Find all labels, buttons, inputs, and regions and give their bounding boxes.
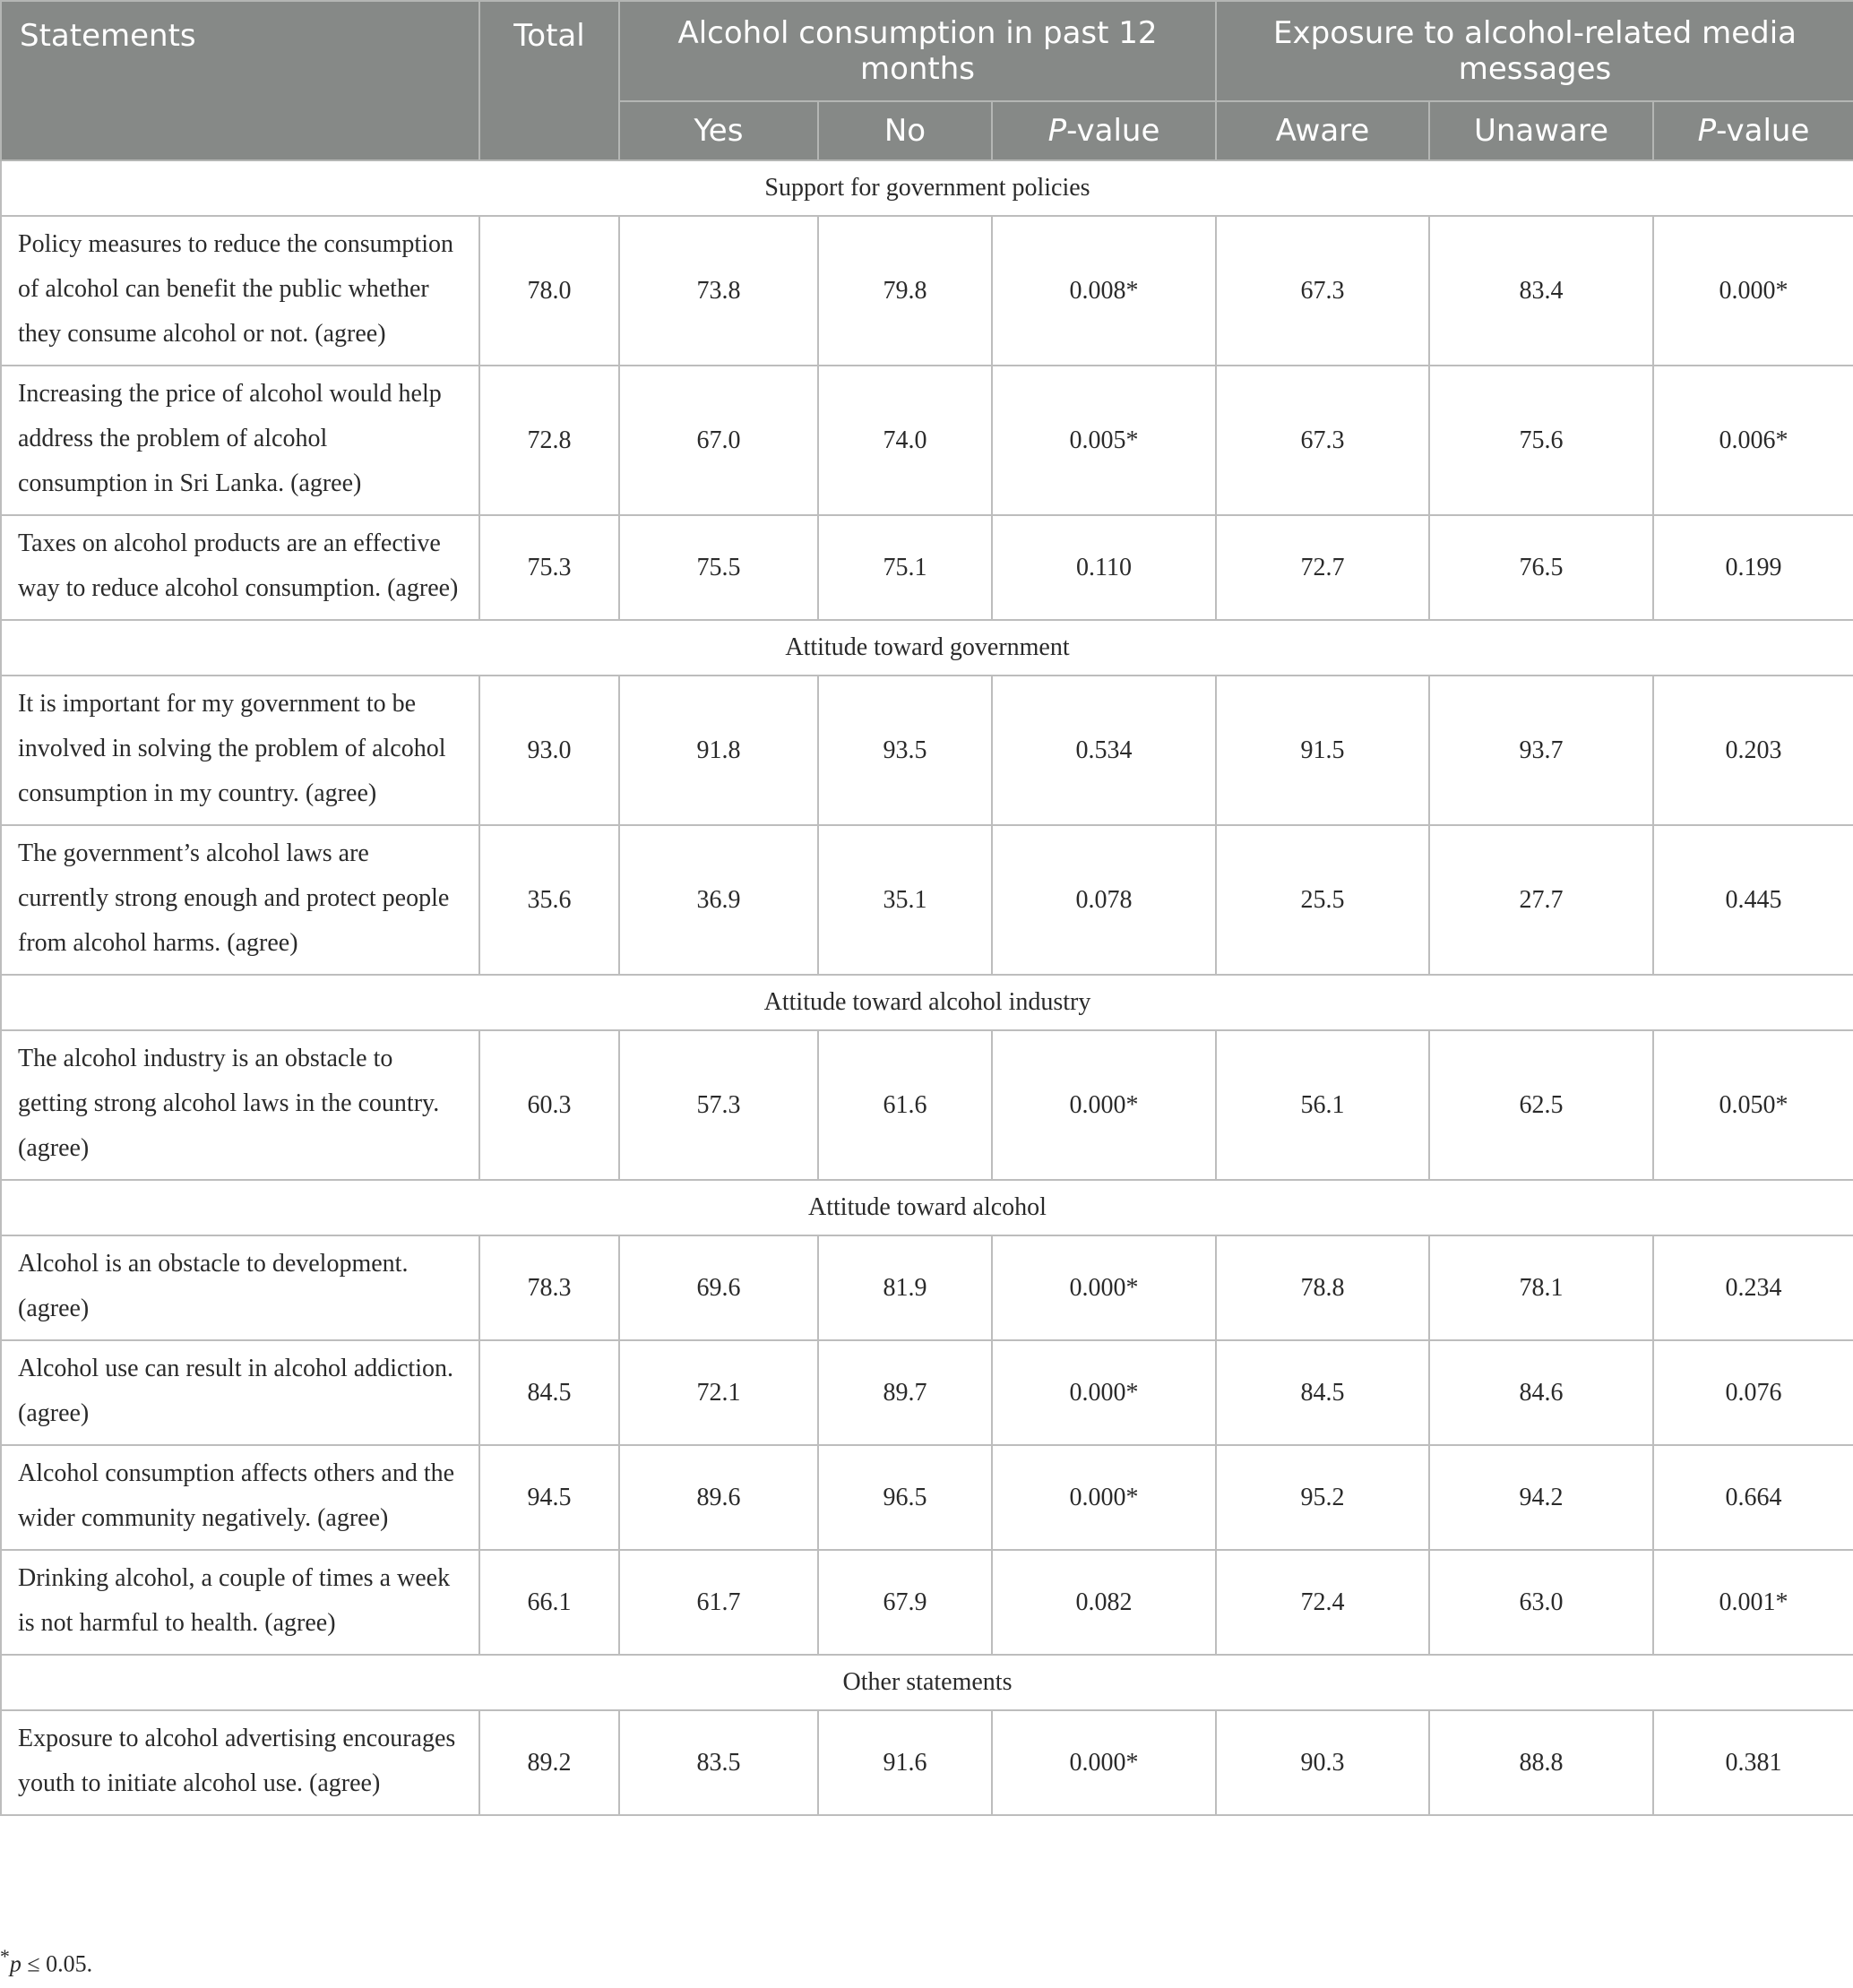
cell-p-value-media: 0.445	[1653, 825, 1853, 975]
table-row	[1, 825, 1853, 975]
cell-p-value-media: 0.001*	[1653, 1550, 1853, 1655]
cell-no: 91.6	[818, 1710, 992, 1815]
cell-p-value-media: 0.006*	[1653, 366, 1853, 515]
section-row	[1, 160, 1853, 216]
footnote-star: *	[0, 1946, 10, 1967]
cell-aware: 56.1	[1216, 1030, 1429, 1180]
cell-unaware: 78.1	[1429, 1235, 1653, 1340]
cell-yes: 36.9	[619, 825, 818, 975]
table-row	[1, 1550, 1853, 1655]
header-p-value-media	[1653, 101, 1853, 160]
footnote	[0, 1946, 92, 1978]
header-p-value-consumption	[992, 101, 1216, 160]
cell-statement: Taxes on alcohol products are an effective way to reduce alcohol consumption. (agree)	[1, 515, 479, 620]
cell-no: 75.1	[818, 515, 992, 620]
cell-aware: 72.7	[1216, 515, 1429, 620]
cell-total: 72.8	[479, 366, 619, 515]
table-row	[1, 216, 1853, 366]
cell-total: 89.2	[479, 1710, 619, 1815]
cell-statement: The alcohol industry is an obstacle to getting strong alcohol laws in the country. (agree)	[1, 1030, 479, 1180]
cell-unaware: 88.8	[1429, 1710, 1653, 1815]
cell-total: 75.3	[479, 515, 619, 620]
cell-p-value-media: 0.000*	[1653, 216, 1853, 366]
footnote-p: p	[9, 1950, 22, 1977]
section-title: Other statements	[1, 1655, 1853, 1710]
cell-p-value-media: 0.050*	[1653, 1030, 1853, 1180]
cell-p-value-consumption: 0.000*	[992, 1235, 1216, 1340]
table-row	[1, 1445, 1853, 1550]
table-row	[1, 1030, 1853, 1180]
cell-aware: 90.3	[1216, 1710, 1429, 1815]
cell-statement: Drinking alcohol, a couple of times a week is not harmful to health. (agree)	[1, 1550, 479, 1655]
section-row	[1, 620, 1853, 676]
cell-no: 61.6	[818, 1030, 992, 1180]
cell-statement: Policy measures to reduce the consumption of alcohol can benefit the public whether they consume alcohol or not. (agree)	[1, 216, 479, 366]
cell-yes: 89.6	[619, 1445, 818, 1550]
cell-statement: It is important for my government to be involved in solving the problem of alcohol consumption in my country. (agree)	[1, 676, 479, 825]
header-unaware: Unaware	[1429, 101, 1653, 160]
cell-p-value-consumption: 0.078	[992, 825, 1216, 975]
cell-statement: Alcohol is an obstacle to development. (agree)	[1, 1235, 479, 1340]
cell-unaware: 84.6	[1429, 1340, 1653, 1445]
header-aware: Aware	[1216, 101, 1429, 160]
cell-unaware: 75.6	[1429, 366, 1653, 515]
cell-p-value-consumption: 0.005*	[992, 366, 1216, 515]
cell-no: 74.0	[818, 366, 992, 515]
cell-statement: Alcohol use can result in alcohol addiction. (agree)	[1, 1340, 479, 1445]
cell-aware: 84.5	[1216, 1340, 1429, 1445]
header-statements: Statements	[1, 1, 479, 160]
cell-unaware: 93.7	[1429, 676, 1653, 825]
section-row	[1, 1655, 1853, 1710]
cell-p-value-consumption: 0.082	[992, 1550, 1216, 1655]
cell-yes: 61.7	[619, 1550, 818, 1655]
cell-p-value-media: 0.199	[1653, 515, 1853, 620]
cell-aware: 95.2	[1216, 1445, 1429, 1550]
cell-yes: 83.5	[619, 1710, 818, 1815]
section-title: Attitude toward alcohol industry	[1, 975, 1853, 1030]
header-yes: Yes	[619, 101, 818, 160]
cell-unaware: 63.0	[1429, 1550, 1653, 1655]
section-title: Support for government policies	[1, 160, 1853, 216]
cell-yes: 72.1	[619, 1340, 818, 1445]
cell-yes: 67.0	[619, 366, 818, 515]
cell-p-value-consumption: 0.534	[992, 676, 1216, 825]
cell-unaware: 27.7	[1429, 825, 1653, 975]
cell-yes: 69.6	[619, 1235, 818, 1340]
cell-yes: 91.8	[619, 676, 818, 825]
table-row	[1, 515, 1853, 620]
table-row	[1, 1340, 1853, 1445]
cell-yes: 75.5	[619, 515, 818, 620]
header-alcohol-consumption: Alcohol consumption in past 12 months	[619, 1, 1216, 101]
section-row	[1, 975, 1853, 1030]
cell-total: 94.5	[479, 1445, 619, 1550]
table-row	[1, 1710, 1853, 1815]
cell-p-value-media: 0.664	[1653, 1445, 1853, 1550]
cell-no: 79.8	[818, 216, 992, 366]
cell-no: 81.9	[818, 1235, 992, 1340]
cell-no: 96.5	[818, 1445, 992, 1550]
cell-statement: Increasing the price of alcohol would help address the problem of alcohol consumption in Sri Lanka. (agree)	[1, 366, 479, 515]
cell-yes: 57.3	[619, 1030, 818, 1180]
cell-p-value-consumption: 0.008*	[992, 216, 1216, 366]
cell-unaware: 94.2	[1429, 1445, 1653, 1550]
cell-aware: 25.5	[1216, 825, 1429, 975]
header-no: No	[818, 101, 992, 160]
cell-total: 78.3	[479, 1235, 619, 1340]
cell-p-value-consumption: 0.000*	[992, 1340, 1216, 1445]
cell-p-value-media: 0.381	[1653, 1710, 1853, 1815]
cell-total: 78.0	[479, 216, 619, 366]
cell-unaware: 83.4	[1429, 216, 1653, 366]
cell-no: 67.9	[818, 1550, 992, 1655]
table-header	[1, 1, 1853, 160]
header-media-exposure: Exposure to alcohol-related media messages	[1216, 1, 1853, 101]
p-letter: P	[1697, 113, 1717, 149]
footnote-text: ≤ 0.05.	[21, 1950, 93, 1977]
section-row	[1, 1180, 1853, 1235]
cell-aware: 67.3	[1216, 216, 1429, 366]
cell-total: 35.6	[479, 825, 619, 975]
cell-p-value-consumption: 0.000*	[992, 1710, 1216, 1815]
table-body	[1, 160, 1853, 1815]
cell-total: 84.5	[479, 1340, 619, 1445]
cell-no: 89.7	[818, 1340, 992, 1445]
cell-unaware: 62.5	[1429, 1030, 1653, 1180]
cell-p-value-media: 0.234	[1653, 1235, 1853, 1340]
cell-unaware: 76.5	[1429, 515, 1653, 620]
table-row	[1, 1235, 1853, 1340]
cell-total: 93.0	[479, 676, 619, 825]
p-suffix: -value	[1716, 113, 1810, 149]
table-row	[1, 676, 1853, 825]
cell-statement: Exposure to alcohol advertising encourages youth to initiate alcohol use. (agree)	[1, 1710, 479, 1815]
cell-p-value-media: 0.203	[1653, 676, 1853, 825]
cell-total: 60.3	[479, 1030, 619, 1180]
cell-p-value-media: 0.076	[1653, 1340, 1853, 1445]
cell-p-value-consumption: 0.110	[992, 515, 1216, 620]
p-letter: P	[1047, 113, 1067, 149]
cell-no: 93.5	[818, 676, 992, 825]
cell-aware: 78.8	[1216, 1235, 1429, 1340]
cell-aware: 91.5	[1216, 676, 1429, 825]
header-total: Total	[479, 1, 619, 160]
section-title: Attitude toward alcohol	[1, 1180, 1853, 1235]
cell-total: 66.1	[479, 1550, 619, 1655]
cell-statement: Alcohol consumption affects others and the wider community negatively. (agree)	[1, 1445, 479, 1550]
cell-no: 35.1	[818, 825, 992, 975]
cell-statement: The government’s alcohol laws are currently strong enough and protect people from alcohol harms. (agree)	[1, 825, 479, 975]
cell-p-value-consumption: 0.000*	[992, 1445, 1216, 1550]
cell-yes: 73.8	[619, 216, 818, 366]
table-row	[1, 366, 1853, 515]
cell-aware: 72.4	[1216, 1550, 1429, 1655]
p-suffix: -value	[1066, 113, 1160, 149]
cell-p-value-consumption: 0.000*	[992, 1030, 1216, 1180]
section-title: Attitude toward government	[1, 620, 1853, 676]
cell-aware: 67.3	[1216, 366, 1429, 515]
